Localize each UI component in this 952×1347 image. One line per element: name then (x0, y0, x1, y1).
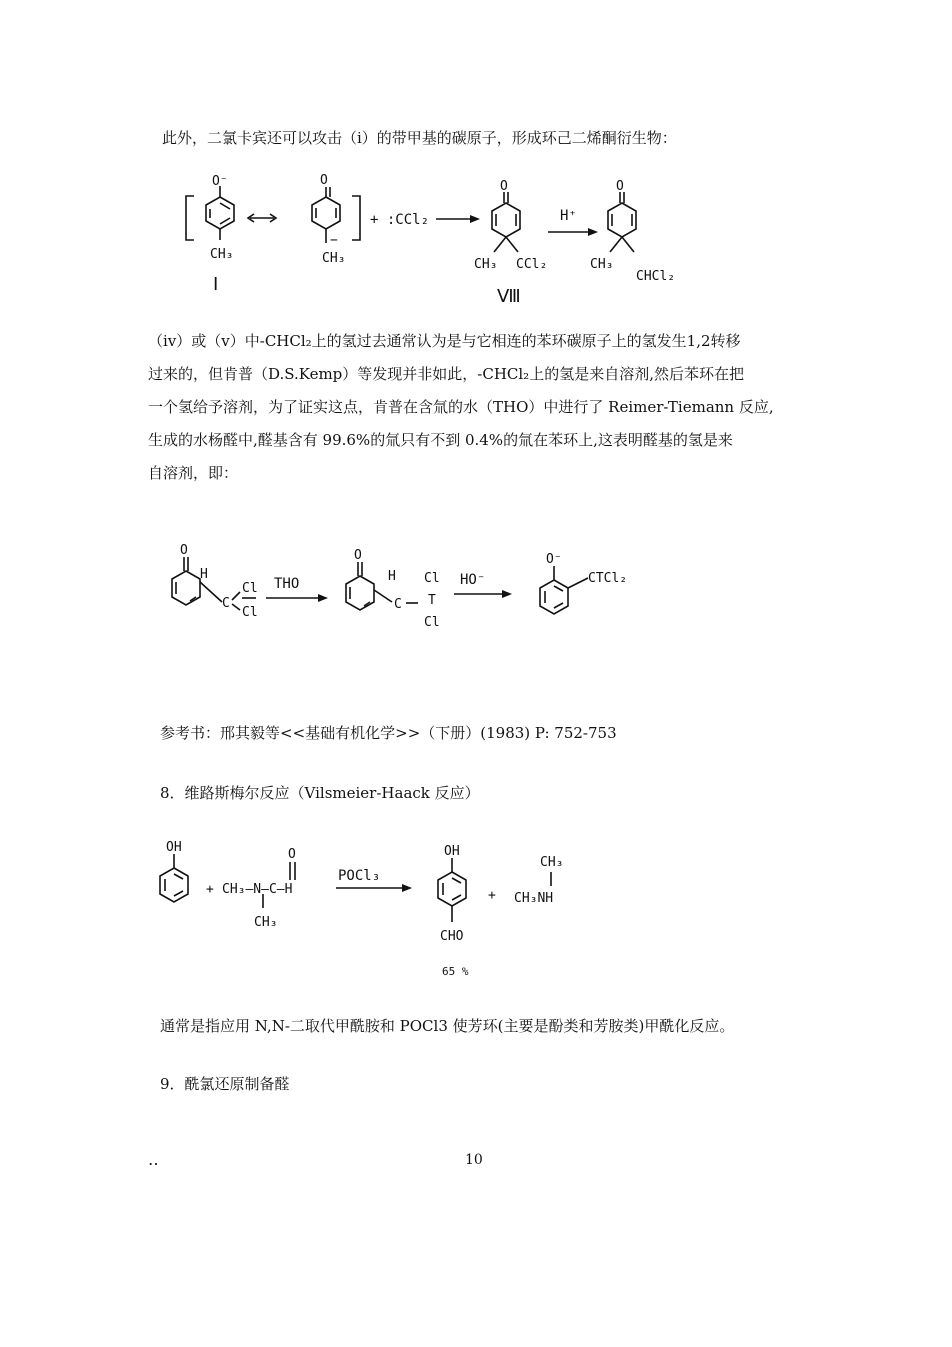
o-minus-label: O⁻ (546, 552, 562, 567)
oxygen-label: O (180, 543, 188, 558)
paragraph-line: 过来的，但肯普（D.S.Kemp）等发现并非如此，-CHCl₂上的氢是来自溶剂,然后苯环在把 (148, 365, 744, 383)
section-8-description: 通常是指应用 N,N-二取代甲酰胺和 POCl3 使芳环(主要是酚类和芳胺类)甲酰化反应。 (160, 1017, 735, 1035)
ctcl2-label: CTCl₂ (588, 571, 628, 586)
label-viii: Ⅷ (497, 286, 521, 307)
cl-label-3: Cl (424, 571, 440, 586)
oxygen-label-2: O (500, 179, 508, 194)
yield-label: 65 % (442, 965, 469, 978)
ch3-label: CH₃ (210, 247, 234, 262)
paragraph-line: 自溶剂，即： (148, 464, 239, 482)
ch3-label-2: CH₃ (322, 251, 346, 266)
plus-sign: + (206, 882, 214, 897)
c-label-2: C (394, 597, 402, 612)
h-label-2: H (388, 569, 396, 584)
ch3nh-label: CH₃NH (514, 891, 554, 906)
paragraph-line: （ⅳ）或（ⅴ）中-CHCl₂上的氢过去通常认为是与它相连的苯环碳原子上的氢发生1,2转移 (148, 332, 741, 350)
oxygen-label-2: O (354, 548, 362, 563)
reagent-pocl3: POCl₃ (338, 868, 381, 884)
cho-label: CHO (440, 929, 464, 944)
reference-text: 参考书：邢其毅等<<基础有机化学>>（下册）(1983) P: 752-753 (160, 724, 617, 742)
page-number: 10 (465, 1152, 483, 1168)
ch3-top-label: CH₃ (540, 855, 564, 870)
h-label: H (200, 567, 208, 582)
t-label: T (428, 593, 436, 608)
reagent-ccl2: + :CCl₂ (370, 212, 430, 228)
paragraph-line: 生成的水杨醛中,醛基含有 99.6%的氚只有不到 0.4%的氚在苯环上,这表明醛基的氢是来 (148, 431, 733, 449)
oxygen-label-3: O (616, 179, 624, 194)
oh-label: OH (166, 840, 182, 855)
cl-label-2: Cl (242, 605, 258, 620)
cl-label-4: Cl (424, 615, 440, 630)
minus-label: − (330, 233, 338, 248)
chcl2-label: CHCl₂ (636, 269, 676, 284)
ch3-bottom-label: CH₃ (254, 915, 278, 930)
footer-dots: ‥ (148, 1150, 159, 1169)
c-label: C (222, 596, 230, 611)
reagent-ho: HO⁻ (460, 572, 486, 588)
o-minus-label: O⁻ (212, 174, 228, 189)
oxygen-label: O (320, 173, 328, 188)
cl-label: Cl (242, 581, 258, 596)
reagent-tho: THO (274, 576, 300, 592)
section-9-title: 9．酰氯还原制备醛 (160, 1075, 290, 1093)
oh-label-2: OH (444, 844, 460, 859)
dmf-formula: CH₃—N—C—H (222, 882, 293, 897)
section-8-title: 8．维路斯梅尔反应（Vilsmeier-Haack 反应） (160, 784, 480, 802)
ch3-label-3: CH₃ (474, 257, 498, 272)
catalyst-label: H⁺ (560, 208, 577, 224)
intro-text: 此外，二氯卡宾还可以攻击（ⅰ）的带甲基的碳原子，形成环己二烯酮衍生物： (162, 129, 677, 147)
paragraph-line: 一个氢给予溶剂，为了证实这点，肯普在含氚的水（THO）中进行了 Reimer-Tiemann 反应, (148, 398, 774, 416)
plus-sign-2: + (488, 888, 496, 903)
oxygen-label: O (288, 847, 296, 862)
ccl2-label: CCl₂ (516, 257, 548, 272)
ch3-label-4: CH₃ (590, 257, 614, 272)
label-i: Ⅰ (213, 274, 219, 295)
